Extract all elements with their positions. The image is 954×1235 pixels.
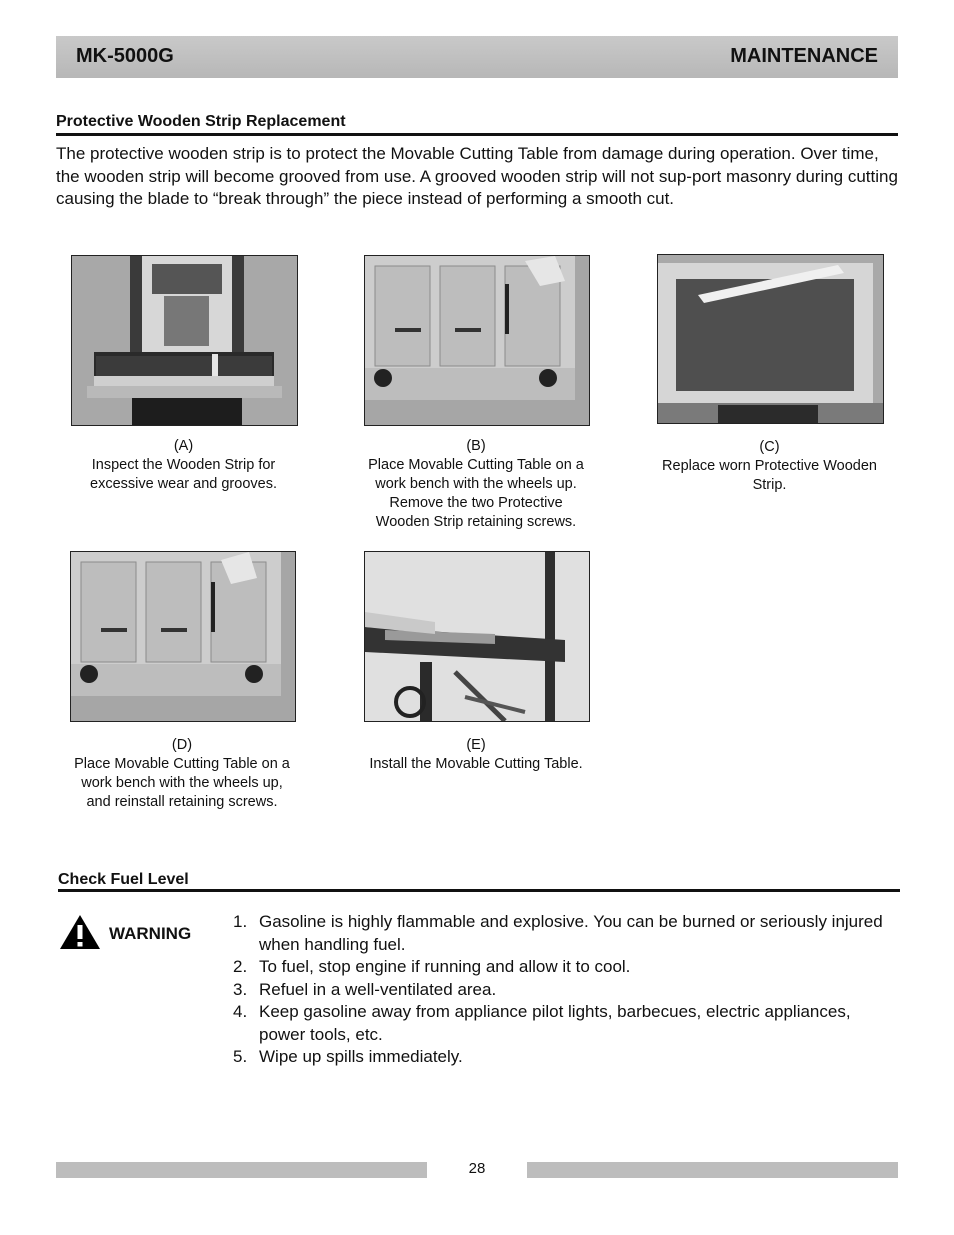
caption-b: [364, 437, 588, 532]
step-number: 3.: [233, 979, 248, 999]
caption-c-letter: (C): [759, 439, 780, 455]
step-number: 4.: [233, 1002, 248, 1021]
fuel-section-rule: [58, 889, 900, 892]
photo-a-saw-inspection: [71, 255, 298, 426]
section-title: MAINTENANCE: [730, 45, 878, 67]
step-text: Keep gasoline away from appliance pilot lights, barbecues, electric appliances, power tools, etc.: [259, 1002, 851, 1044]
strip-section-heading: Protective Wooden Strip Replacement: [56, 113, 346, 130]
step-number: 2.: [233, 957, 248, 976]
footer-bar-right: [527, 1162, 898, 1178]
fuel-steps-list: [233, 911, 898, 1069]
caption-c-text: Replace worn Protective Wooden Strip.: [662, 458, 877, 493]
caption-b-letter: (B): [466, 438, 486, 454]
step-text: Refuel in a well-ventilated area.: [259, 979, 497, 999]
photo-c-replace-strip: [657, 254, 884, 424]
header-bar: [56, 36, 898, 78]
strip-section-rule: [56, 133, 898, 136]
caption-d-text: Place Movable Cutting Table on a work bench with the wheels up, and reinstall retaining screws.: [74, 756, 290, 810]
step-text: Gasoline is highly flammable and explosive. You can be burned or seriously injured when handling fuel.: [259, 912, 883, 954]
step-number: 1.: [233, 912, 248, 931]
list-item: [233, 911, 898, 956]
step-text: To fuel, stop engine if running and allow it to cool.: [259, 957, 631, 976]
caption-e-text: Install the Movable Cutting Table.: [369, 756, 583, 772]
caption-a-letter: (A): [173, 438, 194, 454]
list-item: [233, 979, 898, 1002]
caption-e-letter: (E): [466, 737, 486, 753]
model-title: MK-5000G: [76, 45, 174, 67]
page-number: 28: [468, 1160, 486, 1177]
strip-section-intro: The protective wooden strip is to protect the Movable Cutting Table from damage during operation. Over time, the wooden strip will become grooved from use. A grooved wooden strip will not sup-port masonry during cutting causing the blade to “break through” the piece instead of performing a smooth cut.: [56, 144, 898, 208]
photo-e-install-table: [364, 551, 590, 722]
caption-b-text: Place Movable Cutting Table on a work bench with the wheels up. Remove the two Protective Wooden Strip retaining screws.: [368, 457, 584, 530]
caption-a: [71, 437, 296, 494]
fuel-section-heading: Check Fuel Level: [58, 871, 189, 888]
list-item: [233, 956, 898, 979]
warning-triangle-icon: [59, 914, 101, 950]
photo-d-reinstall-screws: [70, 551, 296, 722]
step-text: Wipe up spills immediately.: [259, 1047, 463, 1066]
caption-d: [70, 736, 294, 812]
step-number: 5.: [233, 1047, 248, 1066]
list-item: [233, 1001, 898, 1046]
list-item: [233, 1046, 898, 1069]
caption-a-text: Inspect the Wooden Strip for excessive wear and grooves.: [90, 457, 277, 492]
caption-e: [364, 736, 588, 774]
caption-d-letter: (D): [171, 737, 193, 753]
photo-b-remove-screws: [364, 255, 590, 426]
warning-label: WARNING: [109, 924, 192, 943]
caption-c: [657, 438, 882, 495]
footer-bar-left: [56, 1162, 427, 1178]
